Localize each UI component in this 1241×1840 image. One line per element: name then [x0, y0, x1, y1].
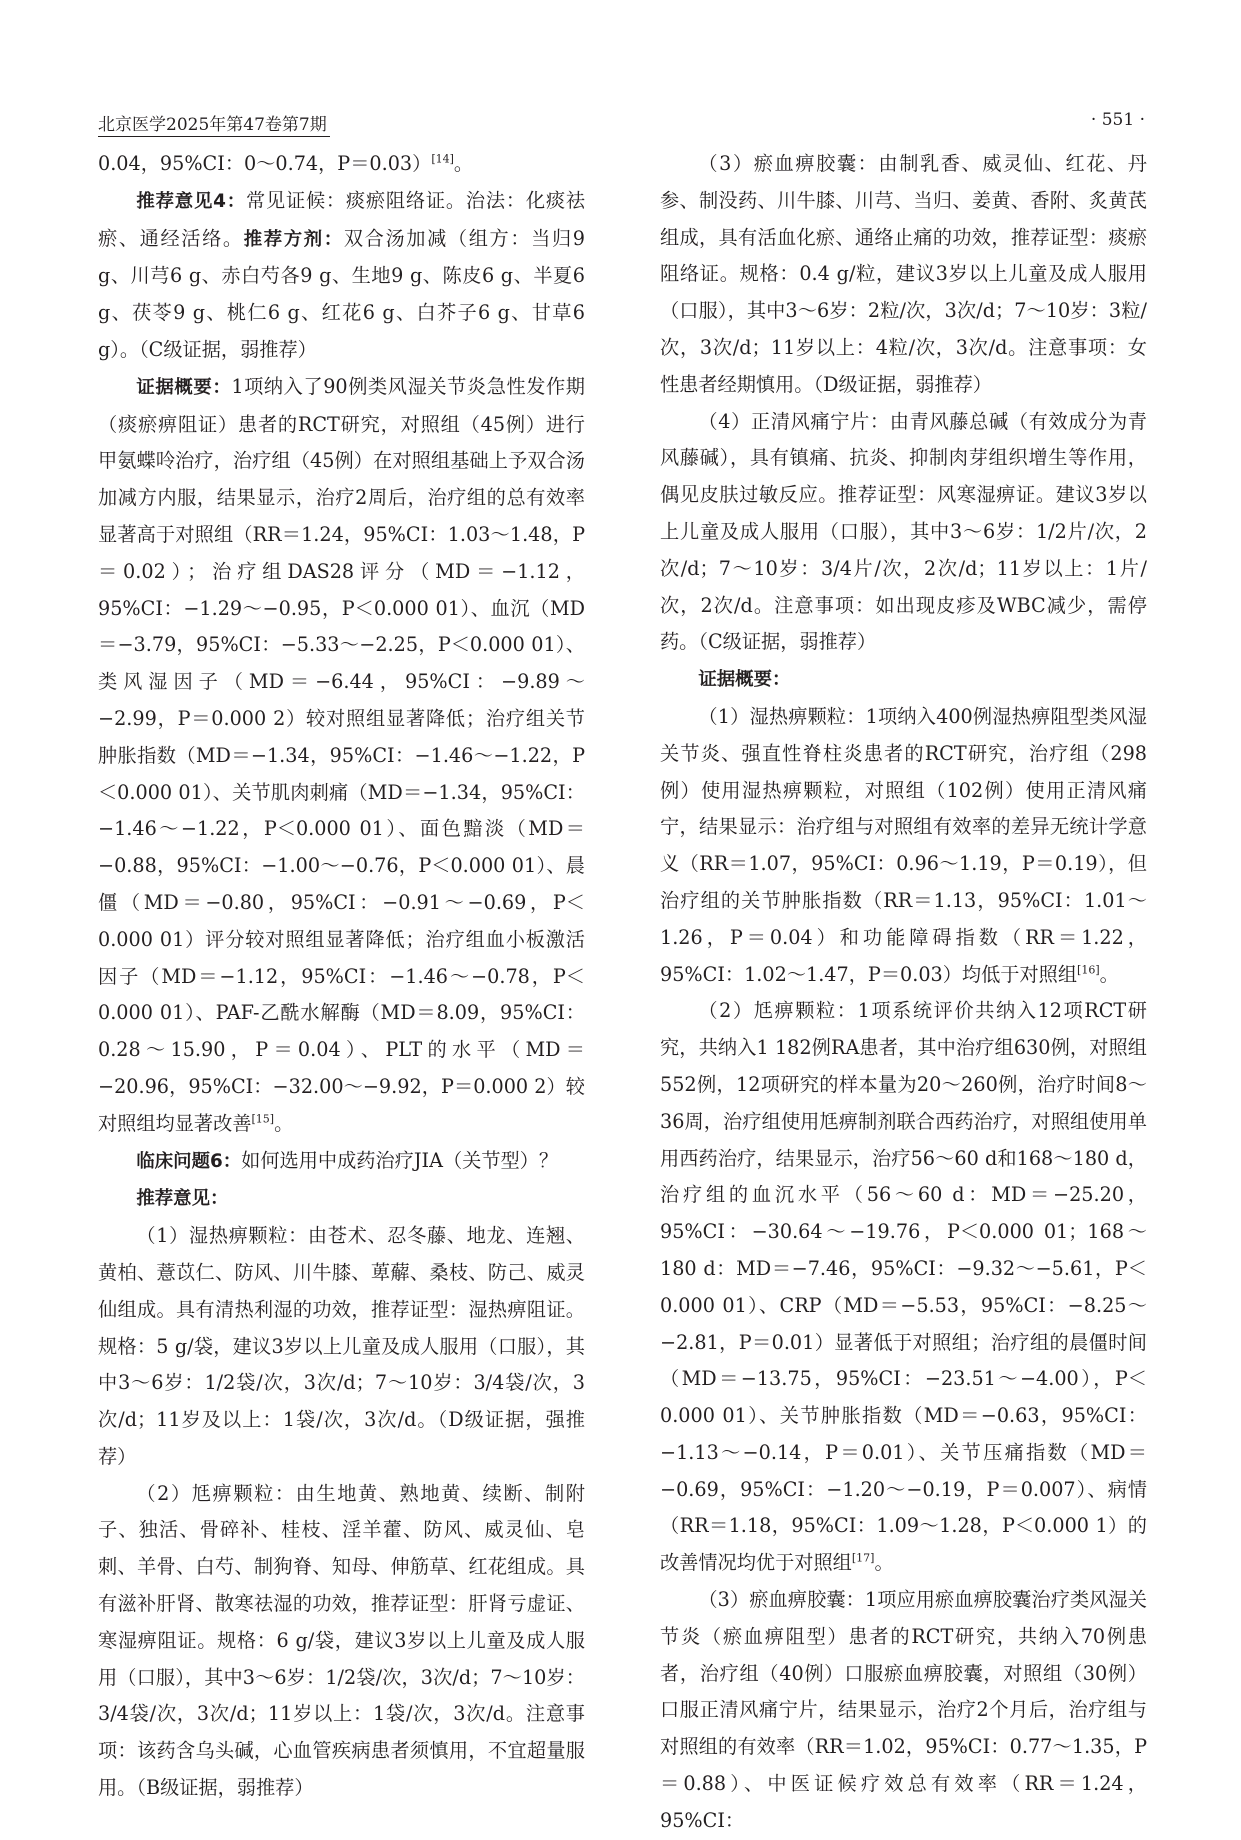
section-label: 推荐方剂：: [243, 228, 344, 250]
left-column: [98, 146, 585, 1807]
citation: [15]: [251, 1112, 275, 1126]
paragraph: [98, 369, 585, 1143]
paragraph: （4）正清风痛宁片：由青风藤总碱（有效成分为青风藤碱），具有镇痛、抗炎、抑制肉芽组织增生等作用，偶见皮肤过敏反应。推荐证型：风寒湿痹证。建议3岁以上儿童及成人服用（口服），其中3～6岁：1/2片/次，2次/d；7～10岁：3/4片/次，2次/d；11岁以上：1片/次，2次/d。注意事项：如出现皮疹及WBC减少，需停药。（C级证据，弱推荐）: [660, 409, 1147, 654]
paragraph: [660, 699, 1147, 993]
citation: [14]: [431, 152, 454, 166]
paragraph: [98, 183, 585, 369]
paragraph: （1）湿热痹颗粒：由苍术、忍冬藤、地龙、连翘、黄柏、薏苡仁、防风、川牛膝、萆薢、桑枝、防己、威灵仙组成。具有清热利湿的功效，推荐证型：湿热痹阻证。规格：5 g/袋，建议3岁以上儿童及成人服用（口服），其中3～6岁：1/2袋/次，3次/d；7～10岁：3/4袋/次，3次/d；11岁及以上：1袋/次，3次/d。（D级证据，强推荐）: [98, 1224, 585, 1468]
citation: [17]: [851, 1551, 875, 1565]
paragraph: [660, 661, 1147, 699]
header-rule: [98, 136, 330, 137]
paragraph-text: 常见证候：痰瘀阻络证。治法：化痰祛瘀、通经活络。: [98, 188, 586, 250]
paragraph-text: 0.04，95%CI：0～0.74，P＝0.03）: [98, 152, 432, 175]
paragraph: [98, 1180, 585, 1218]
paragraph-end: 。: [1099, 962, 1119, 986]
paragraph: [660, 993, 1147, 1582]
paragraph-end: 。: [274, 1111, 294, 1135]
paragraph-text: 双合汤加减（组方：当归9 g、川芎6 g、赤白芍各9 g、生地9 g、陈皮6 g、半夏6 g、茯苓9 g、桃仁6 g、红花6 g、白芥子6 g、甘草6 g）。（C级证据，弱推荐）: [98, 226, 585, 361]
page-header: [98, 106, 1145, 134]
citation: [16]: [1077, 963, 1100, 977]
paragraph: [98, 1143, 585, 1181]
paragraph: [98, 146, 585, 183]
paragraph-text: （2）尪痹颗粒：1项系统评价共纳入12项RCT研究，共纳入1 182例RA患者，其中治疗组630例，对照组552例，12项研究的样本量为20～260例，治疗时间8～36周，治疗组使用尪痹制剂联合西药治疗，对照组使用单用西药治疗，结果显示，治疗56～60 d和168～180 d，治疗组的血沉水平（56～60 d：MD＝−25.20，95%CI：−30.64～−19.76，P＜0.000 01；168～180 d：MD＝−7.46，95%CI：−9.32～−5.61，P＜0.000 01）、CRP（MD＝−5.53，95%CI：−8.25～−2.81，P＝0.01）显著低于对照组；治疗组的晨僵时间（MD＝−13.75，95%CI：−23.51～−4.00），P＜0.000 01）、关节肿胀指数（MD＝−0.63，95%CI：−1.13～−0.14，P＝0.01）、关节压痛指数（MD＝−0.69，95%CI：−1.20～−0.19，P＝0.007）、病情（RR＝1.18，95%CI：1.09～1.28，P＜0.000 1）的改善情况均优于对照组: [660, 999, 1147, 1575]
section-label: 证据概要：: [698, 669, 791, 691]
section-label: 推荐意见4：: [136, 190, 246, 212]
paragraph: （2）尪痹颗粒：由生地黄、熟地黄、续断、制附子、独活、骨碎补、桂枝、淫羊藿、防风、威灵仙、皂刺、羊骨、白芍、制狗脊、知母、伸筋草、红花组成。具有滋补肝肾、散寒祛湿的功效，推荐证型：肝肾亏虚证、寒湿痹阻证。规格：6 g/袋，建议3岁以上儿童及成人服用（口服），其中3～6岁：1/2袋/次，3次/d；7～10岁：3/4袋/次，3次/d；11岁以上：1袋/次，3次/d。注意事项：该药含乌头碱，心血管疾病患者须慎用，不宜超量服用。（B级证据，弱推荐）: [98, 1481, 585, 1800]
paragraph-end: 。: [874, 1551, 894, 1575]
section-label: 临床问题6：: [136, 1150, 242, 1172]
paragraph: （3）瘀血痹胶囊：由制乳香、威灵仙、红花、丹参、制没药、川牛膝、川芎、当归、姜黄、香附、炙黄芪组成，具有活血化瘀、通络止痛的功效，推荐证型：痰瘀阻络证。规格：0.4 g/粒，建议3岁以上儿童及成人服用（口服），其中3～6岁：2粒/次，3次/d；7～10岁：3粒/次，3次/d；11岁以上：4粒/次，3次/d。注意事项：女性患者经期慎用。（D级证据，弱推荐）: [660, 152, 1147, 396]
page-number: · 551 ·: [1090, 110, 1145, 130]
section-label: 证据概要：: [136, 376, 232, 398]
paragraph: （3）瘀血痹胶囊：1项应用瘀血痹胶囊治疗类风湿关节炎（瘀血痹阻型）患者的RCT研究，共纳入70例患者，治疗组（40例）口服瘀血痹胶囊，对照组（30例）口服正清风痛宁片，结果显示，治疗2个月后，治疗组与对照组的有效率（RR＝1.02，95%CI：0.77～1.35，P＝0.88）、中医证候疗效总有效率（RR＝1.24，95%CI：: [660, 1588, 1147, 1832]
paragraph-text: 1项纳入了90例类风湿关节炎急性发作期（痰瘀痹阻证）患者的RCT研究，对照组（45例）进行甲氨蝶呤治疗，治疗组（45例）在对照组基础上予双合汤加减方内服，结果显示，治疗2周后，治疗组的总有效率显著高于对照组（RR＝1.24，95%CI：1.03～1.48，P＝0.02）；治疗组DAS28评分（MD＝−1.12，95%CI：−1.29～−0.95，P＜0.000 01）、血沉（MD＝−3.79，95%CI：−5.33～−2.25，P＜0.000 01）、类风湿因子（MD＝−6.44，95%CI：−9.89～−2.99，P＝0.000 2）较对照组显著降低；治疗组关节肿胀指数（MD＝−1.34，95%CI：−1.46～−1.22，P＜0.000 01）、关节肌肉刺痛（MD＝−1.34，95%CI：−1.46～−1.22，P＜0.000 01）、面色黯淡（MD＝−0.88，95%CI：−1.00～−0.76，P＜0.000 01）、晨僵（MD＝−0.80，95%CI：−0.91～−0.69，P＜0.000 01）评分较对照组显著降低；治疗组血小板激活因子（MD＝−1.12，95%CI：−1.46～−0.78，P＜0.000 01）、PAF-乙酰水解酶（MD＝8.09，95%CI：0.28～15.90，P＝0.04）、PLT的水平（MD＝−20.96，95%CI：−32.00～−9.92，P＝0.000 2）较对照组均显著改善: [98, 374, 585, 1135]
section-label: 推荐意见：: [136, 1188, 229, 1210]
paragraph-text: （1）湿热痹颗粒：1项纳入400例湿热痹阻型类风湿关节炎、强直性脊柱炎患者的RCT研究，治疗组（298例）使用湿热痹颗粒，对照组（102例）使用正清风痛宁，结果显示：治疗组与对照组有效率的差异无统计学意义（RR＝1.07，95%CI：0.96～1.19，P＝0.19），但治疗组的关节肿胀指数（RR＝1.13，95%CI：1.01～1.26，P＝0.04）和功能障碍指数（RR＝1.22，95%CI：1.02～1.47，P＝0.03）均低于对照组: [660, 704, 1147, 986]
running-head: 北京医学2025年第47卷第7期: [98, 115, 327, 135]
paragraph-text: 如何选用中成药治疗JIA（关节型）？: [241, 1148, 559, 1172]
right-column: [660, 146, 1147, 1840]
paragraph-end: 。: [453, 152, 474, 175]
